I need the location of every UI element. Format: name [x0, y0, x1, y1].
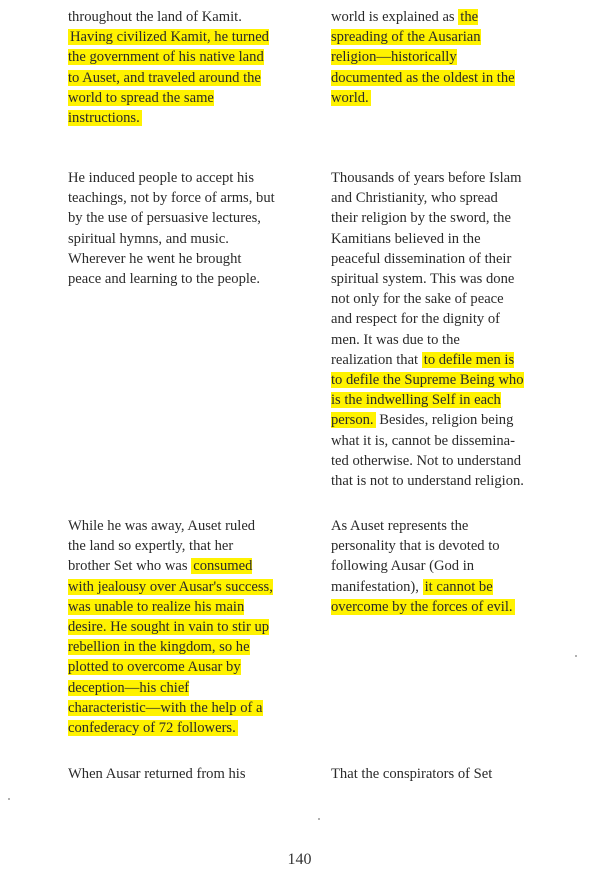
right-p2-highlight: to defile men is to defile the Supreme Being who is the indwelling Self in each person. — [331, 351, 524, 429]
left-p3-text: While he was away, Auset ruled the land so expertly, that her brother Set who was — [68, 518, 256, 575]
right-paragraph-1 — [331, 7, 515, 108]
left-p1-text: throughout the land of Kamit. — [68, 9, 242, 25]
page-number: 140 — [287, 851, 312, 868]
right-p2-text-after: Besides, religion being what it is, cannot be dissemina- ted otherwise. Not to understand that is not to understand religion. — [331, 412, 524, 490]
left-p3-highlight: consumed with jealousy over Ausar's success, was unable to realize his main desire. He sought in vain to stir up rebellion in the kingdom, so he plotted to overcome Ausar by deception—his chief characteristic—with the help of a confederacy of 72 followers. — [68, 558, 273, 737]
right-p2-text: Thousands of years before Islam and Christianity, who spread their religion by the sword, the Kamitians believed in the peaceful dissemination of their spiritual system. This was done not only for the sake of peace and respect for the dignity of men. It was due to the realization that — [331, 170, 522, 368]
left-paragraph-1 — [68, 7, 269, 128]
right-paragraph-4: That the conspirators of Set — [331, 766, 493, 782]
right-p3-highlight: it cannot be overcome by the forces of evil. — [331, 578, 513, 615]
right-p1-highlight: the spreading of the Ausarian religion—historically documented as the oldest in the world. — [331, 9, 515, 106]
left-p1-highlight: Having civilized Kamit, he turned the government of his native land to Auset, and traveled around the world to spread the same instructions. — [68, 29, 269, 127]
left-paragraph-3 — [68, 516, 273, 738]
right-p1-text: world is explained as — [331, 9, 459, 25]
right-p3-text: As Auset represents the personality that is devoted to following Ausar (God in manifestation), — [331, 518, 500, 595]
left-paragraph-4: When Ausar returned from his — [68, 766, 246, 782]
right-paragraph-3 — [331, 516, 515, 617]
scan-speck — [575, 655, 577, 657]
scan-speck — [318, 818, 320, 820]
scan-speck — [8, 798, 10, 800]
right-paragraph-2 — [331, 168, 524, 491]
left-paragraph-2: He induced people to accept his teachings, not by force of arms, but by the use of persuasive lectures, spiritual hymns, and music. Wherever he went he brought peace and learning to the people. — [68, 170, 275, 288]
